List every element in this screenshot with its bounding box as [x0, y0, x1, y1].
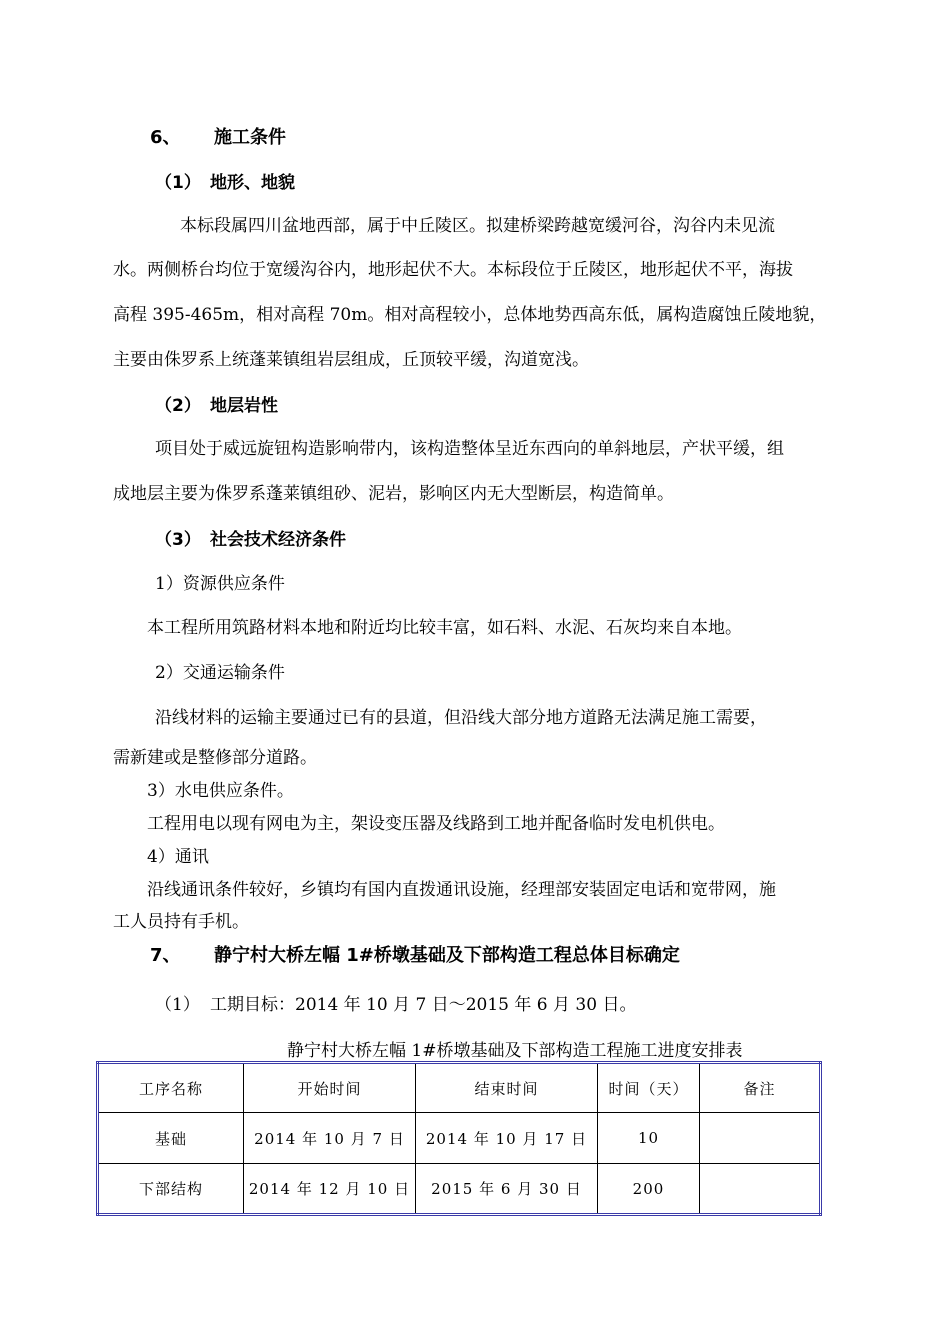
item-text: 沿线材料的运输主要通过已有的县道，但沿线大部分地方道路无法满足施工需要， [155, 708, 767, 728]
item-text: 需新建或是整修部分道路。 [113, 748, 317, 768]
table-cell: 基础 [98, 1113, 244, 1164]
item-text: 工程用电以现有网电为主，架设变压器及线路到工地并配备临时发电机供电。 [147, 814, 725, 834]
item-label: 2）交通运输条件 [155, 663, 285, 683]
table-cell: 200 [598, 1164, 700, 1215]
paragraph-line: 主要由侏罗系上统蓬莱镇组岩层组成，丘顶较平缓，沟道宽浅。 [113, 350, 589, 370]
subsection-7-1-number: （1） [155, 995, 200, 1015]
item-label: 1）资源供应条件 [155, 574, 285, 594]
paragraph-line: 成地层主要为侏罗系蓬莱镇组砂、泥岩，影响区内无大型断层，构造简单。 [113, 484, 674, 504]
item-text: 本工程所用筑路材料本地和附近均比较丰富，如石料、水泥、石灰均来自本地。 [147, 618, 742, 638]
table-header-cell: 结束时间 [416, 1063, 598, 1113]
section-6-number: 6、 [150, 127, 181, 148]
section-7-number: 7、 [150, 945, 181, 966]
table-cell [700, 1113, 821, 1164]
paragraph-line: 高程 395-465m，相对高程 70m。相对高程较小，总体地势西高东低，属构造腐蚀丘陵地貌， [113, 305, 827, 325]
paragraph-line: 本标段属四川盆地西部，属于中丘陵区。拟建桥梁跨越宽缓河谷，沟谷内未见流 [180, 216, 775, 236]
table-row [98, 1164, 821, 1215]
table-cell: 2014 年 12 月 10 日 [244, 1164, 416, 1215]
paragraph-line: 项目处于威远旋钮构造影响带内，该构造整体呈近东西向的单斜地层，产状平缓，组 [155, 439, 784, 459]
subsection-2-title: 地层岩性 [210, 396, 278, 416]
table-cell: 下部结构 [98, 1164, 244, 1215]
table-cell: 2014 年 10 月 17 日 [416, 1113, 598, 1164]
table-cell: 2015 年 6 月 30 日 [416, 1164, 598, 1215]
subsection-1-number: （1） [155, 173, 201, 193]
schedule-table [96, 1061, 822, 1216]
paragraph-line: 水。两侧桥台均位于宽缓沟谷内，地形起伏不大。本标段位于丘陵区，地形起伏不平，海拔 [113, 260, 793, 280]
table-header-row [98, 1063, 821, 1113]
subsection-3-number: （3） [155, 530, 201, 550]
table-header-cell: 工序名称 [98, 1063, 244, 1113]
item-text: 工人员持有手机。 [113, 912, 249, 932]
item-text: 沿线通讯条件较好，乡镇均有国内直拨通讯设施，经理部安装固定电话和宽带网，施 [147, 880, 776, 900]
item-label: 3）水电供应条件。 [147, 781, 294, 801]
table-cell [700, 1164, 821, 1215]
section-6-title: 施工条件 [214, 127, 286, 148]
item-label: 4）通讯 [147, 847, 209, 867]
schedule-goal-text: 工期目标：2014 年 10 月 7 日～2015 年 6 月 30 日。 [210, 995, 637, 1015]
table-cell: 10 [598, 1113, 700, 1164]
table-header-cell: 时间（天） [598, 1063, 700, 1113]
subsection-1-title: 地形、地貌 [210, 173, 295, 193]
table-header-cell: 开始时间 [244, 1063, 416, 1113]
table-header-cell: 备注 [700, 1063, 821, 1113]
subsection-2-number: （2） [155, 396, 201, 416]
table-row [98, 1113, 821, 1164]
section-7-title: 静宁村大桥左幅 1#桥墩基础及下部构造工程总体目标确定 [214, 945, 680, 966]
subsection-3-title: 社会技术经济条件 [210, 530, 346, 550]
table-cell: 2014 年 10 月 7 日 [244, 1113, 416, 1164]
table-caption: 静宁村大桥左幅 1#桥墩基础及下部构造工程施工进度安排表 [287, 1041, 743, 1061]
